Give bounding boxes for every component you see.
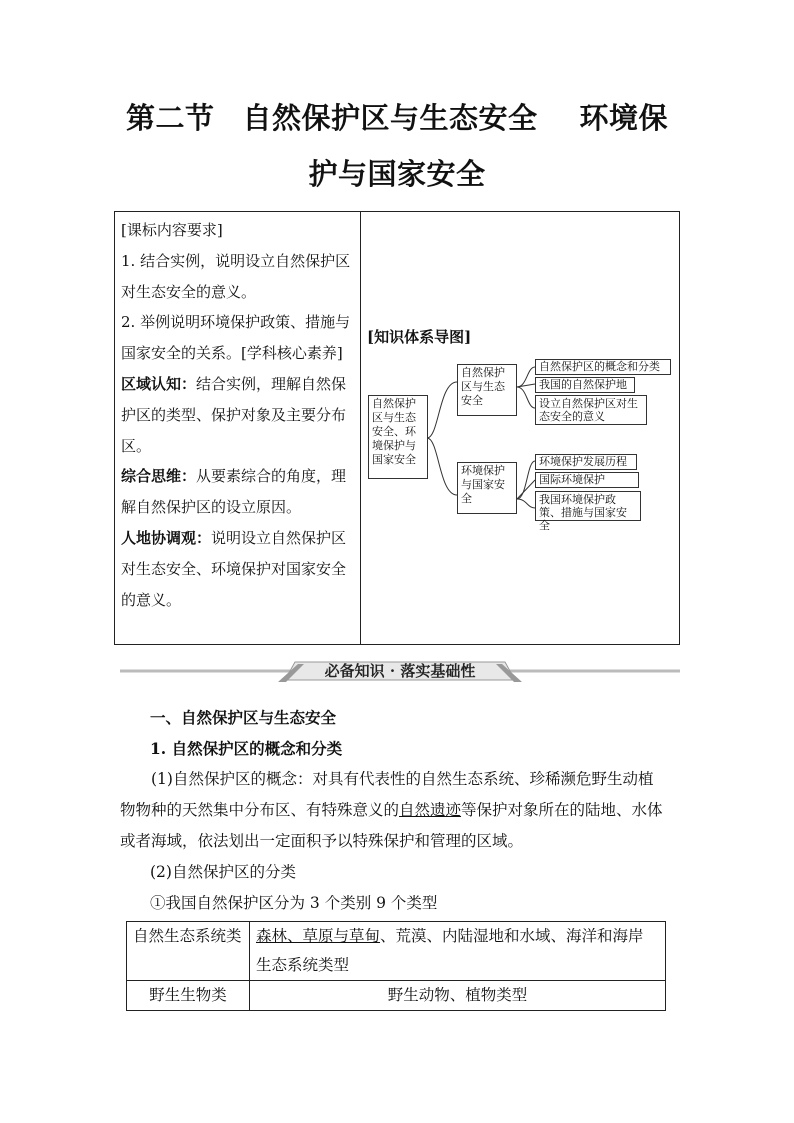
classification-heading: (2)自然保护区的分类	[150, 863, 296, 881]
knowledge-map-column	[361, 212, 679, 644]
classification-subheading: ①我国自然保护区分为 3 个类别 9 个类型	[150, 894, 438, 912]
knowledge-map-heading: [知识体系导图]	[367, 328, 472, 346]
requirement-item-2: 2. 举例说明环境保护政策、措施与国家安全的关系。[学科核心素养]	[121, 313, 351, 363]
requirements-heading: [课标内容要求]	[121, 221, 223, 239]
map-leaf: 国际环境保护	[535, 472, 639, 488]
literacy-human-earth: 人地协调观：说明设立自然保护区对生态安全、环境保护对国家安全的意义。	[121, 528, 347, 609]
title-part: 环境保	[579, 101, 669, 135]
title-part: 自然保护区与生态安全	[242, 101, 538, 135]
map-root-node: 自然保护区与生态安全、环境保护与国家安全	[368, 395, 428, 479]
map-leaf: 自然保护区的概念和分类	[535, 359, 671, 375]
heading-section-1: 一、自然保护区与生态安全	[150, 708, 337, 727]
heading-subsection-1: 1. 自然保护区的概念和分类	[150, 739, 343, 758]
requirements-column	[115, 212, 361, 644]
table-cell: 野生动物、植物类型	[250, 981, 666, 1011]
intro-table	[114, 211, 680, 645]
section-number: 第二节	[125, 101, 215, 135]
map-leaf: 环境保护发展历程	[535, 454, 637, 470]
classification-table	[126, 921, 666, 1011]
concept-paragraph: (1)自然保护区的概念：对具有代表性的自然生态系统、珍稀濒危野生动植物物种的天然集中分布区、有特殊意义的自然遗迹等保护对象所在的陆地、水体或者海域，依法划出一定面积予以特殊保护和管理的区域。	[120, 770, 663, 850]
section-banner	[120, 656, 680, 686]
requirement-item-1: 1. 结合实例，说明设立自然保护区对生态安全的意义。	[121, 251, 351, 301]
map-leaf: 我国环境保护政策、措施与国家安全	[535, 491, 641, 521]
banner-title: 必备知识 · 落实基础性	[324, 662, 476, 680]
literacy-synthesis: 综合思维：从要素综合的角度，理解自然保护区的设立原因。	[121, 467, 347, 517]
page-title-line1	[110, 96, 684, 137]
map-branch-environment-security: 环境保护与国家安全	[457, 462, 517, 514]
underlined-term: 自然遗迹	[399, 801, 462, 819]
map-branch-nature-reserve: 自然保护区与生态安全	[457, 364, 517, 416]
table-row	[127, 922, 666, 981]
core-literacy-label: [学科核心素养]	[241, 344, 343, 363]
table-cell: 野生生物类	[127, 981, 250, 1011]
page-title-line2: 护与国家安全	[308, 157, 486, 191]
table-cell: 自然生态系统类	[127, 922, 250, 981]
table-cell: 森林、草原与草甸、荒漠、内陆湿地和水域、海洋和海岸生态系统类型	[250, 922, 666, 981]
table-row	[127, 981, 666, 1011]
literacy-region: 区域认知：结合实例，理解自然保护区的类型、保护对象及主要分布区。	[121, 374, 347, 455]
map-leaf: 我国的自然保护地	[535, 377, 635, 393]
map-leaf: 设立自然保护区对生态安全的意义	[535, 395, 647, 425]
